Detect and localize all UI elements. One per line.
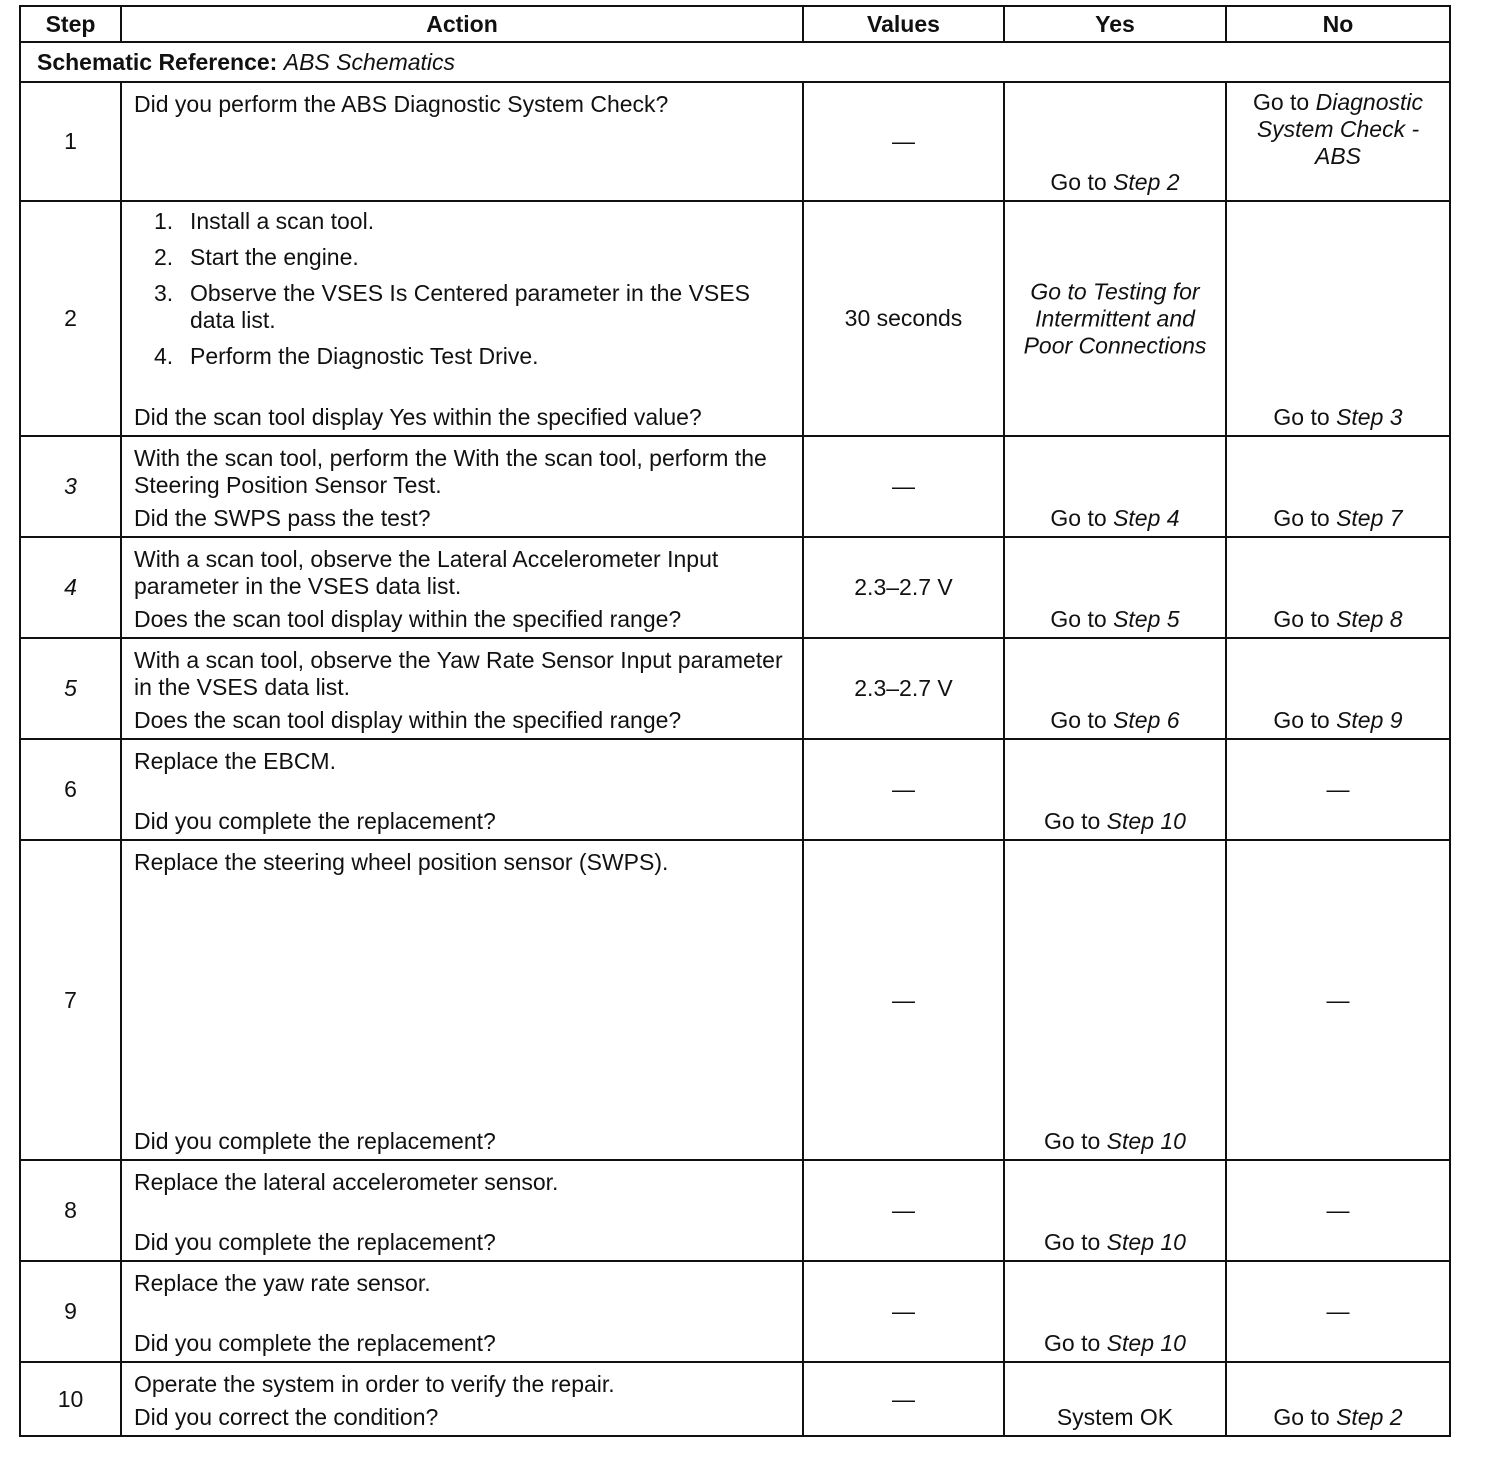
list-number: 2.: [154, 244, 174, 270]
no-cell: [1226, 638, 1450, 739]
list-number: 1.: [154, 208, 174, 234]
value-cell: 2.3–2.7 V: [803, 537, 1004, 638]
value-cell: —: [803, 739, 1004, 840]
yes-cell: [1004, 201, 1226, 436]
yes-prefix: Go to: [1050, 606, 1107, 632]
no-prefix: Go to: [1273, 606, 1330, 632]
yes-goto[interactable]: [1005, 169, 1225, 196]
no-prefix: Go to: [1273, 404, 1330, 430]
schematic-link[interactable]: ABS Schematics: [283, 48, 456, 75]
table-row: [20, 1160, 1450, 1261]
no-cell: —: [1226, 840, 1450, 1160]
yes-link[interactable]: Step 10: [1106, 1128, 1186, 1154]
yes-goto[interactable]: [1005, 1128, 1225, 1155]
list-item: [154, 343, 792, 370]
yes-prefix: Go to: [1044, 1128, 1101, 1154]
step-number: 6: [20, 739, 121, 840]
no-goto[interactable]: [1227, 1404, 1449, 1431]
yes-cell: [1004, 1261, 1226, 1362]
yes-cell: [1004, 537, 1226, 638]
step-number: 7: [20, 840, 121, 1160]
no-link[interactable]: Step 8: [1336, 606, 1403, 632]
yes-cell: [1004, 638, 1226, 739]
no-cell: —: [1226, 1261, 1450, 1362]
table-row: [20, 840, 1450, 1160]
value-cell: 30 seconds: [803, 201, 1004, 436]
action-question: Did you complete the replacement?: [134, 1229, 496, 1255]
action-text: Replace the lateral accelerometer sensor.: [134, 1169, 559, 1195]
no-prefix: Go to: [1273, 1404, 1330, 1430]
yes-cell: [1004, 82, 1226, 201]
list-text: Install a scan tool.: [190, 208, 375, 234]
yes-prefix: Go to: [1050, 505, 1107, 531]
no-cell: [1226, 537, 1450, 638]
list-item: [154, 280, 792, 334]
yes-link[interactable]: Step 6: [1113, 707, 1180, 733]
no-link[interactable]: Step 7: [1336, 505, 1403, 531]
header-values: Values: [803, 6, 1004, 42]
no-cell: [1226, 1362, 1450, 1436]
step-number: 5: [20, 638, 121, 739]
yes-cell: [1004, 840, 1226, 1160]
header-action: Action: [121, 6, 803, 42]
step-number: 2: [20, 201, 121, 436]
yes-link[interactable]: Step 10: [1106, 808, 1186, 834]
action-question: Did you complete the replacement?: [134, 808, 496, 834]
list-number: 4.: [154, 343, 174, 369]
yes-link[interactable]: Step 10: [1106, 1330, 1186, 1356]
yes-result: System OK: [1056, 1404, 1174, 1430]
action-cell: [121, 82, 803, 201]
yes-cell: [1004, 739, 1226, 840]
action-cell: [121, 638, 803, 739]
value-cell: —: [803, 840, 1004, 1160]
action-text: Operate the system in order to verify the repair.: [134, 1371, 615, 1397]
schematic-label: Schematic Reference:: [37, 48, 278, 75]
action-cell: [121, 1160, 803, 1261]
yes-prefix: Go to: [1044, 808, 1101, 834]
no-prefix: Go to: [1273, 707, 1330, 733]
action-text: With the scan tool, perform the With the scan tool, perform the Steering Position Sensor Test.: [134, 445, 767, 498]
yes-prefix: Go to: [1050, 707, 1107, 733]
yes-link[interactable]: Step 10: [1106, 1229, 1186, 1255]
yes-link[interactable]: Step 4: [1113, 505, 1180, 531]
action-list: [134, 208, 792, 370]
list-item: [154, 244, 792, 271]
value-cell: —: [803, 1261, 1004, 1362]
yes-goto[interactable]: [1005, 808, 1225, 835]
yes-goto[interactable]: [1005, 505, 1225, 532]
action-text: With a scan tool, observe the Lateral Accelerometer Input parameter in the VSES data list.: [134, 546, 719, 599]
no-prefix: Go to: [1252, 89, 1310, 115]
action-text: With a scan tool, observe the Yaw Rate Sensor Input parameter in the VSES data list.: [134, 647, 783, 700]
step-number: 10: [20, 1362, 121, 1436]
value-cell: —: [803, 1160, 1004, 1261]
action-text: Replace the yaw rate sensor.: [134, 1270, 431, 1296]
step-number: 1: [20, 82, 121, 201]
table-row: [20, 739, 1450, 840]
header-no: No: [1226, 6, 1450, 42]
table-row: [20, 537, 1450, 638]
table-row: [20, 1261, 1450, 1362]
action-cell: [121, 1362, 803, 1436]
no-cell: [1226, 201, 1450, 436]
action-question: Did you complete the replacement?: [134, 1330, 496, 1356]
no-goto[interactable]: [1227, 606, 1449, 633]
no-goto[interactable]: [1227, 707, 1449, 734]
action-question: Did you complete the replacement?: [134, 1128, 496, 1154]
no-prefix: Go to: [1273, 505, 1330, 531]
no-cell: [1226, 436, 1450, 537]
table-row: [20, 638, 1450, 739]
yes-prefix: Go to: [1044, 1229, 1101, 1255]
list-text: Observe the VSES Is Centered parameter in the VSES data list.: [190, 280, 750, 333]
action-cell: [121, 436, 803, 537]
yes-cell: [1004, 436, 1226, 537]
yes-prefix: Go to: [1044, 1330, 1101, 1356]
yes-cell: [1004, 1160, 1226, 1261]
action-question: Does the scan tool display within the specified range?: [134, 606, 682, 632]
step-number: 4: [20, 537, 121, 638]
yes-cell: [1004, 1362, 1226, 1436]
action-cell: [121, 739, 803, 840]
schematic-reference: [20, 42, 1450, 82]
no-link[interactable]: Step 9: [1336, 707, 1403, 733]
diagnostic-table: [19, 5, 1451, 1437]
action-cell: [121, 1261, 803, 1362]
yes-goto[interactable]: [1005, 606, 1225, 633]
yes-goto[interactable]: [1005, 1229, 1225, 1256]
list-text: Perform the Diagnostic Test Drive.: [190, 343, 539, 369]
no-link[interactable]: Step 3: [1336, 404, 1403, 430]
list-item: [154, 208, 792, 235]
value-cell: —: [803, 436, 1004, 537]
step-number: 9: [20, 1261, 121, 1362]
table-row: [20, 436, 1450, 537]
action-question: Did the SWPS pass the test?: [134, 505, 431, 531]
list-text: Start the engine.: [190, 244, 359, 270]
no-goto[interactable]: [1227, 89, 1449, 170]
action-cell: [121, 537, 803, 638]
value-cell: 2.3–2.7 V: [803, 638, 1004, 739]
yes-goto[interactable]: [1005, 1330, 1225, 1357]
no-cell: —: [1226, 1160, 1450, 1261]
yes-link[interactable]: Step 2: [1113, 169, 1180, 195]
step-number: 3: [20, 436, 121, 537]
header-row: [20, 6, 1450, 42]
schematic-row: [20, 42, 1450, 82]
header-yes: Yes: [1004, 6, 1226, 42]
action-text: Did you perform the ABS Diagnostic System Check?: [134, 91, 669, 117]
yes-prefix: Go to: [1050, 169, 1107, 195]
no-link[interactable]: Diagnostic System Check - ABS: [1256, 89, 1424, 169]
step-number: 8: [20, 1160, 121, 1261]
yes-goto[interactable]: [1005, 707, 1225, 734]
value-cell: —: [803, 1362, 1004, 1436]
table-row: [20, 201, 1450, 436]
action-text: Replace the EBCM.: [134, 748, 336, 774]
action-cell: [121, 840, 803, 1160]
yes-link[interactable]: Go to Testing for Intermittent and Poor Connections: [1023, 278, 1207, 358]
action-cell: [121, 201, 803, 436]
no-goto[interactable]: [1227, 404, 1449, 431]
no-link[interactable]: Step 2: [1336, 1404, 1403, 1430]
action-text: Replace the steering wheel position sensor (SWPS).: [134, 849, 669, 875]
no-cell: —: [1226, 739, 1450, 840]
no-goto[interactable]: [1227, 505, 1449, 532]
action-question: Did the scan tool display Yes within the specified value?: [134, 404, 702, 430]
list-number: 3.: [154, 280, 174, 306]
table-row: [20, 82, 1450, 201]
yes-link[interactable]: Step 5: [1113, 606, 1180, 632]
header-step: Step: [20, 6, 121, 42]
action-question: Did you correct the condition?: [134, 1404, 439, 1430]
value-cell: —: [803, 82, 1004, 201]
action-question: Does the scan tool display within the specified range?: [134, 707, 682, 733]
table-row: [20, 1362, 1450, 1436]
no-cell: [1226, 82, 1450, 201]
